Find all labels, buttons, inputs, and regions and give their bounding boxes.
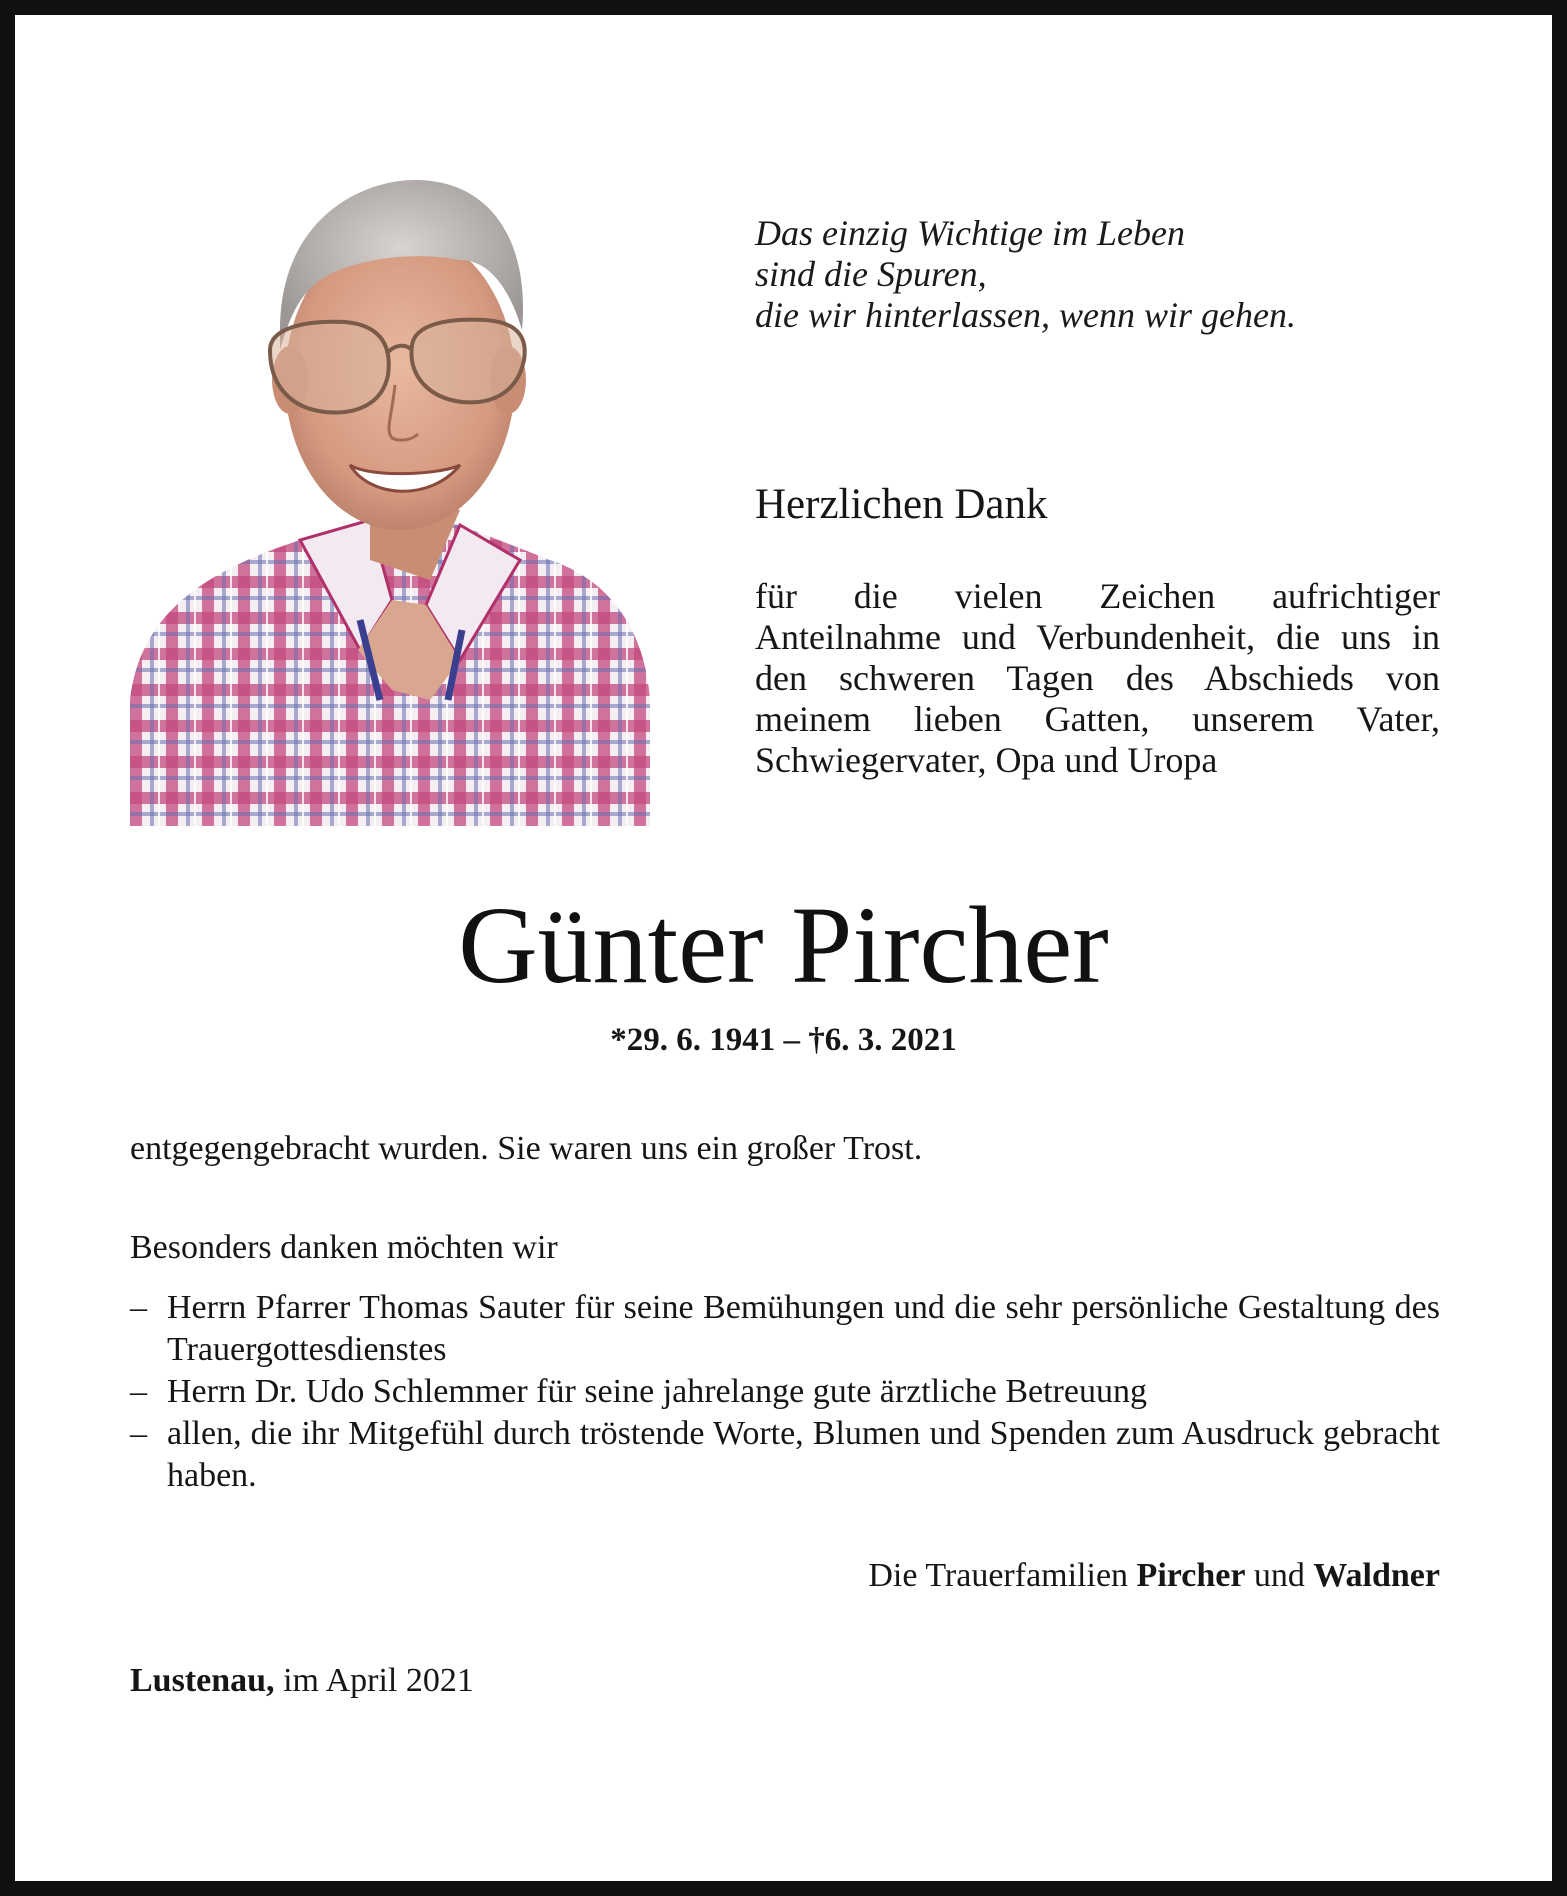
- family-name-pircher: Pircher: [1136, 1557, 1246, 1594]
- list-item: [130, 1413, 1440, 1497]
- besonders-line: Besonders danken möchten wir: [130, 1229, 558, 1266]
- list-item-text: allen, die ihr Mitgefühl durch tröstende Worte, Blumen und Spenden zum Ausdruck gebracht haben.: [167, 1415, 1440, 1494]
- portrait-photo-icon: [130, 180, 650, 826]
- motto-line: die wir hinterlassen, wenn wir gehen.: [755, 295, 1296, 335]
- thanks-list: [130, 1287, 1440, 1497]
- obituary-page: [15, 15, 1552, 1881]
- place-town: Lustenau,: [130, 1662, 275, 1699]
- dash-bullet: –: [130, 1373, 147, 1410]
- portrait-photo: [130, 180, 650, 826]
- list-item-text: Herrn Pfarrer Thomas Sauter für seine Bemühungen und die sehr persönliche Gestaltung des Trauergottesdienstes: [167, 1289, 1440, 1368]
- signature-connector: und: [1253, 1557, 1305, 1594]
- list-item: [130, 1371, 1440, 1413]
- signature-prefix: Die Trauerfamilien: [868, 1557, 1129, 1594]
- thanks-body: für die vielen Zeichen aufrichtiger Anteilnahme und Verbundenheit, die uns in den schweren Tagen des Abschieds von meinem lieben Gatten, unserem Vater, Schwiegervater, Opa und Uropa: [755, 576, 1440, 780]
- place-date: im April 2021: [283, 1662, 474, 1699]
- list-item-text: Herrn Dr. Udo Schlemmer für seine jahrelange gute ärztliche Betreuung: [167, 1373, 1147, 1410]
- list-item: [130, 1287, 1440, 1371]
- dash-bullet: –: [130, 1289, 147, 1326]
- motto-line: sind die Spuren,: [755, 254, 987, 294]
- family-signature: [868, 1555, 1440, 1597]
- thanks-heading: Herzlichen Dank: [755, 481, 1048, 528]
- deceased-name: Günter Pircher: [458, 884, 1109, 1006]
- motto-quote: [755, 213, 1395, 336]
- trost-line: entgegengebracht wurden. Sie waren uns ein großer Trost.: [130, 1130, 923, 1167]
- life-dates: *29. 6. 1941 – †6. 3. 2021: [610, 1022, 957, 1058]
- place-and-date: [130, 1660, 474, 1702]
- family-name-waldner: Waldner: [1313, 1557, 1440, 1594]
- dash-bullet: –: [130, 1415, 147, 1452]
- motto-line: Das einzig Wichtige im Leben: [755, 213, 1185, 253]
